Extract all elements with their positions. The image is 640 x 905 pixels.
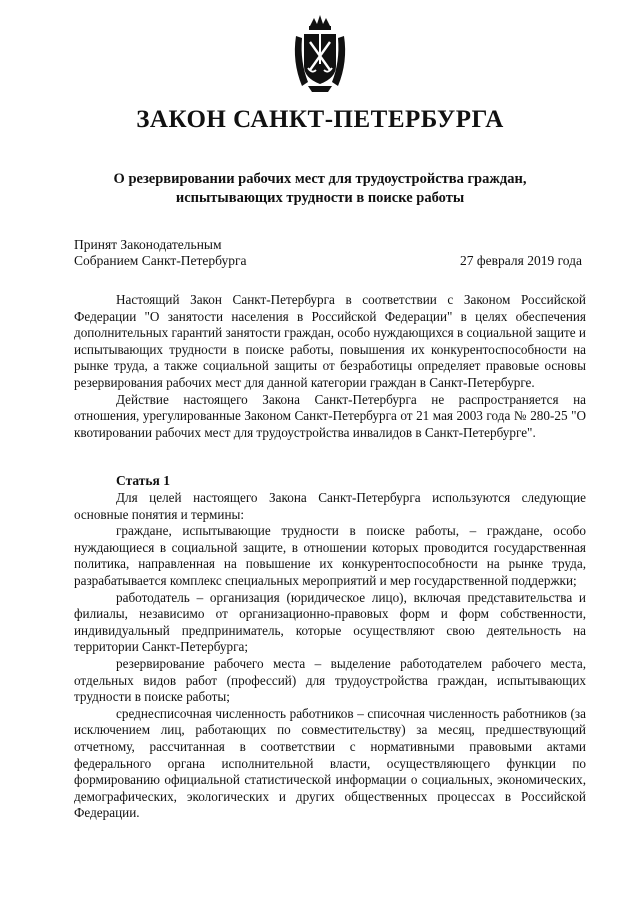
paragraph: Для целей настоящего Закона Санкт-Петербурга используются следующие основные понятия и термины: xyxy=(74,490,586,522)
definition-paragraph: работодатель – организация (юридическое лицо), включая представительства и филиалы, независимо от организационно-правовых форм и форм собственности, индивидуальный предприниматель, которые осуществляют свою деятельность на территории Санкт-Петербурга; xyxy=(74,589,586,655)
definition-paragraph: среднесписочная численность работников – списочная численность работников (за исключением лиц, работающих по совместительству) за месяц, предшествующий отчетному, рассчитанная в соответствии с нормативными правовыми актами федерального органа исполнительной власти, осуществляющего функции по формированию официальной статистической информации о социальных, экономических, демографических, экологических и других общественных процессах в Российской Федерации. xyxy=(74,705,586,821)
document-title: ЗАКОН САНКТ-ПЕТЕРБУРГА xyxy=(136,106,504,133)
preamble xyxy=(74,292,586,441)
subtitle-line: О резервировании рабочих мест для трудоустройства граждан, xyxy=(113,171,527,187)
paragraph: Действие настоящего Закона Санкт-Петербурга не распространяется на отношения, урегулированные Законом Санкт-Петербурга от 21 мая 2003 года № 280-25 "О квотировании рабочих мест для трудоустройства инвалидов в Санкт-Петербурге". xyxy=(74,391,586,440)
subtitle-line: испытывающих трудности в поиске работы xyxy=(175,190,465,206)
adoption-line: Принят Законодательным xyxy=(74,237,222,252)
definition-paragraph: граждане, испытывающие трудности в поиске работы, – граждане, особо нуждающиеся в социальной защите, в отношении которых проводится государственная политика, направленная на повышение их конкурентоспособности на рынке труда, разрабатывается комплекс специальных мероприятий и мер государственной поддержки; xyxy=(74,523,586,588)
definition-paragraph: резервирование рабочего места – выделение работодателем рабочего места, отдельных видов работ (профессий) для трудоустройства граждан, испытывающих трудности в поиске работы; xyxy=(74,655,586,705)
adoption-date: 27 февраля 2019 года xyxy=(460,253,582,268)
document-subtitle xyxy=(110,170,530,208)
adoption-line: Собранием Санкт-Петербурга xyxy=(74,253,247,268)
coat-of-arms-icon xyxy=(288,12,352,98)
paragraph: Настоящий Закон Санкт-Петербурга в соответствии с Законом Российской Федерации "О занятости населения в Российской Федерации" в целях обеспечения дополнительных гарантий занятости граждан, особо нуждающихся в социальной защите и испытывающих трудности в поиске работы, повышения их конкурентоспособности на рынке труда, а также социальной защиты от безработицы определяет правовые основы резервирования рабочих мест для данной категории граждан в Санкт-Петербурге. xyxy=(74,292,586,390)
article-heading: Статья 1 xyxy=(116,473,170,488)
article-body xyxy=(74,490,586,822)
adoption-note xyxy=(74,237,247,269)
